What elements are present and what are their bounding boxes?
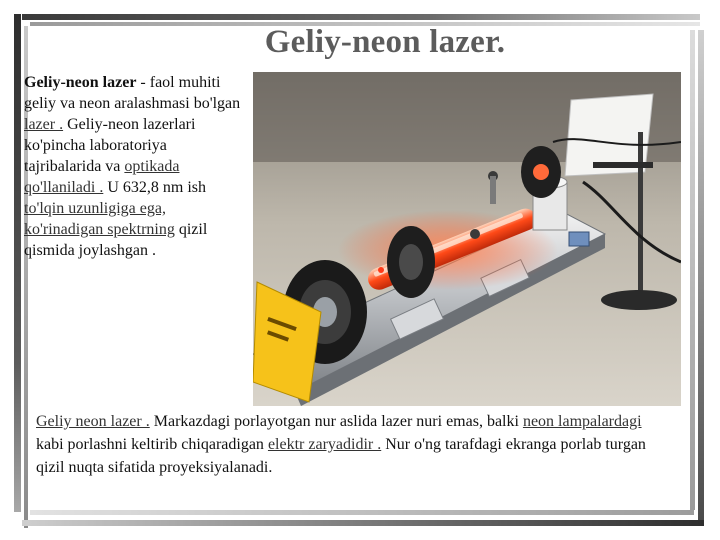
definition-text-2: Geliy-neon lazerlari ko'pincha laboratoriya tajribalarida va — [24, 116, 196, 175]
frame-right-bar — [698, 30, 704, 522]
definition-text-3: U 632,8 nm ish — [103, 179, 206, 196]
definition-text-1: - faol muhiti geliy va neon aralashmasi bo'lgan — [24, 74, 241, 112]
slide-title: Geliy-neon lazer. — [264, 24, 506, 60]
image-caption — [36, 410, 666, 479]
caption-text-1: Markazdagi porlayotgan nur aslida lazer nuri emas, balki — [149, 413, 523, 430]
frame-top-bar — [22, 14, 700, 20]
link-neon-lampalar[interactable]: neon lampalardagi — [522, 413, 642, 430]
definition-text-4: qizil qismida joylashgan . — [24, 221, 208, 259]
link-wavelength[interactable]: to'lqin uzunligiga ega, ko'rinadigan spektrning — [24, 200, 175, 238]
link-elektr-zaryad[interactable]: elektr zaryadidir . — [267, 436, 382, 453]
frame-bottom-bar — [22, 520, 704, 526]
link-lazer[interactable]: lazer . — [24, 116, 64, 133]
laser-photo-illustration — [253, 72, 681, 406]
frame-left-bar — [14, 14, 21, 512]
caption-text-2: kabi porlashni keltirib chiqaradigan — [36, 436, 268, 453]
link-geliy-neon-lazer[interactable]: Geliy neon lazer . — [36, 413, 150, 430]
definition-paragraph — [24, 72, 246, 261]
term-bold: Geliy-neon lazer — [24, 74, 137, 91]
laser-photo — [253, 72, 681, 406]
caption-text-3: Nur o'ng tarafdagi ekranga porlab turgan qizil nuqta sifatida proyeksiyalanadi. — [36, 436, 646, 476]
frame-right-bar-light — [690, 30, 695, 510]
link-optika[interactable]: optikada qo'llaniladi . — [24, 158, 180, 196]
frame-bottom-bar-light — [30, 510, 694, 515]
